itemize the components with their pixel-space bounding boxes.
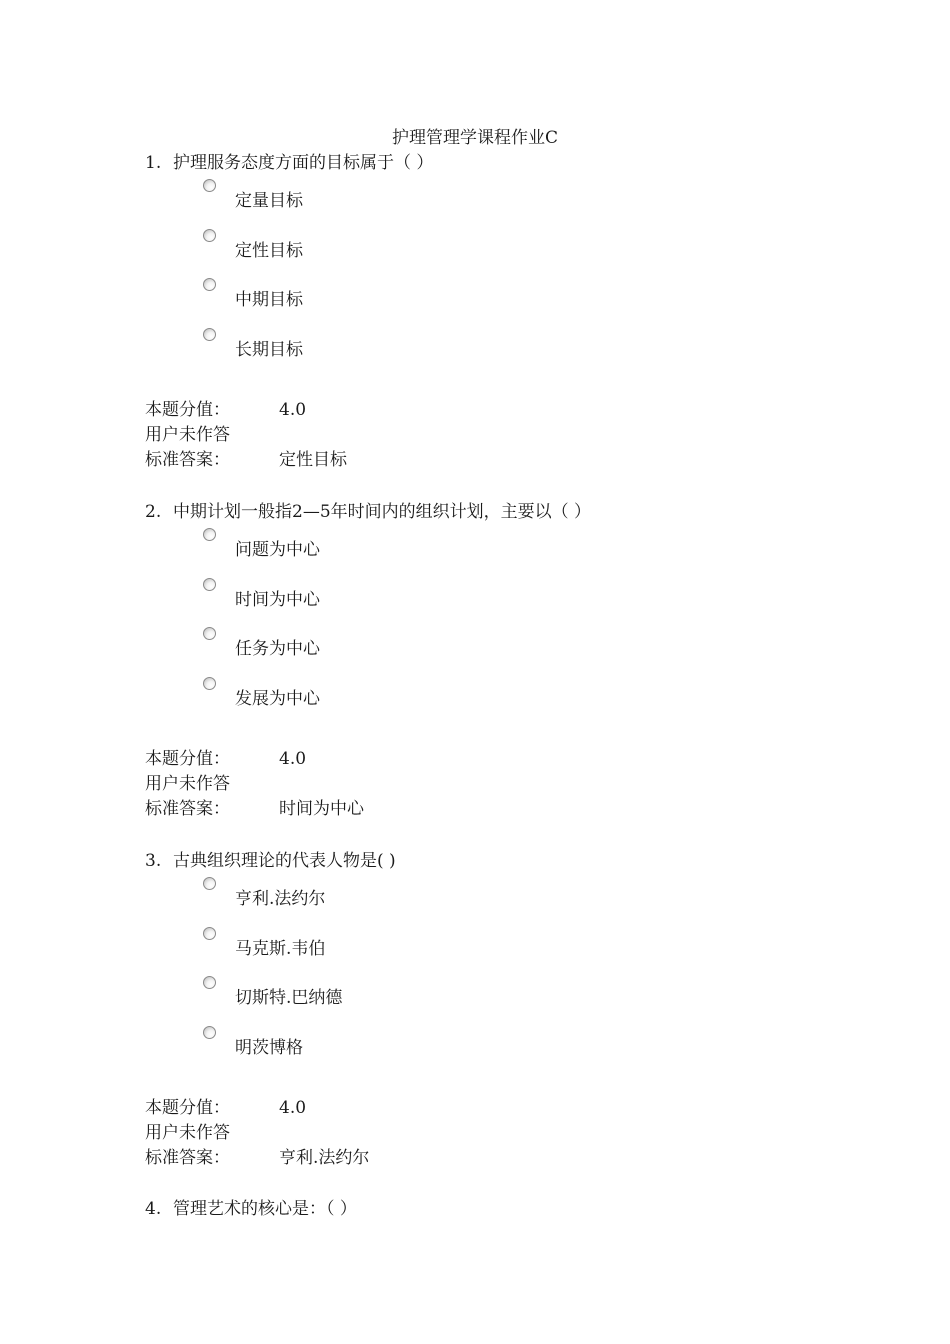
answer-label: 标准答案： [145,798,230,819]
answer-row [145,797,865,822]
score-label: 本题分值： [145,399,230,420]
question-text: 古典组织理论的代表人物是( ) [173,851,396,871]
page-title: 护理管理学课程作业C [391,128,558,148]
unanswered-status: 用户未作答 [145,773,230,794]
question-meta [145,1096,865,1171]
answer-label: 标准答案： [145,1147,230,1168]
question-1 [145,151,865,473]
radio-icon[interactable] [203,1026,216,1039]
question-number: 3. [145,851,162,871]
option-label: 明茨博格 [235,1038,303,1059]
option-label: 定性目标 [235,240,303,261]
answer-value: 定性目标 [279,449,347,470]
question-text: 管理艺术的核心是：（ ） [173,1199,357,1219]
question-text: 中期计划一般指2—5年时间内的组织计划，主要以（ ） [173,502,592,522]
score-row [145,398,865,423]
question-text: 护理服务态度方面的目标属于（ ） [173,153,434,173]
question-stem [145,849,865,873]
question-meta [145,747,865,822]
option-item[interactable] [145,274,865,324]
radio-icon[interactable] [203,179,216,192]
question-stem [145,500,865,524]
option-label: 亨利.法约尔 [235,889,326,909]
option-label: 切斯特.巴纳德 [235,988,343,1009]
answer-row [145,1146,865,1171]
unanswered-status: 用户未作答 [145,424,230,445]
question-3 [145,849,865,1171]
score-row [145,747,865,772]
score-row [145,1096,865,1121]
question-number: 4. [145,1199,162,1219]
radio-icon[interactable] [203,627,216,640]
score-label: 本题分值： [145,1097,230,1118]
score-value: 4.0 [279,748,307,769]
option-label: 中期目标 [235,290,303,311]
unanswered-status: 用户未作答 [145,1122,230,1143]
question-meta [145,398,865,473]
option-item[interactable] [145,324,865,374]
score-value: 4.0 [279,1097,307,1118]
option-item[interactable] [145,873,865,923]
option-label: 时间为中心 [235,589,320,610]
answer-value: 时间为中心 [279,798,364,819]
score-label: 本题分值： [145,748,230,769]
answer-value: 亨利.法约尔 [279,1147,370,1168]
radio-icon[interactable] [203,278,216,291]
option-item[interactable] [145,972,865,1022]
option-item[interactable] [145,524,865,574]
option-item[interactable] [145,923,865,973]
question-stem [145,1197,865,1221]
question-stem [145,151,865,175]
question-4 [145,1197,865,1221]
answer-row [145,448,865,473]
option-item[interactable] [145,574,865,624]
options-list [145,524,865,723]
status-row [145,772,865,797]
option-label: 发展为中心 [235,689,320,710]
radio-icon[interactable] [203,528,216,541]
options-list [145,175,865,374]
score-value: 4.0 [279,399,307,420]
option-item[interactable] [145,673,865,723]
answer-label: 标准答案： [145,449,230,470]
status-row [145,1121,865,1146]
option-label: 定量目标 [235,191,303,211]
radio-icon[interactable] [203,328,216,341]
question-number: 1. [145,153,162,173]
radio-icon[interactable] [203,927,216,940]
radio-icon[interactable] [203,877,216,890]
option-item[interactable] [145,1022,865,1072]
option-label: 问题为中心 [235,540,320,560]
question-2 [145,500,865,822]
option-item[interactable] [145,225,865,275]
options-list [145,873,865,1072]
option-item[interactable] [145,623,865,673]
radio-icon[interactable] [203,976,216,989]
option-label: 任务为中心 [235,639,320,660]
option-label: 长期目标 [235,340,303,361]
option-label: 马克斯.韦伯 [235,938,326,959]
question-number: 2. [145,502,162,522]
radio-icon[interactable] [203,578,216,591]
option-item[interactable] [145,175,865,225]
radio-icon[interactable] [203,229,216,242]
status-row [145,423,865,448]
radio-icon[interactable] [203,677,216,690]
